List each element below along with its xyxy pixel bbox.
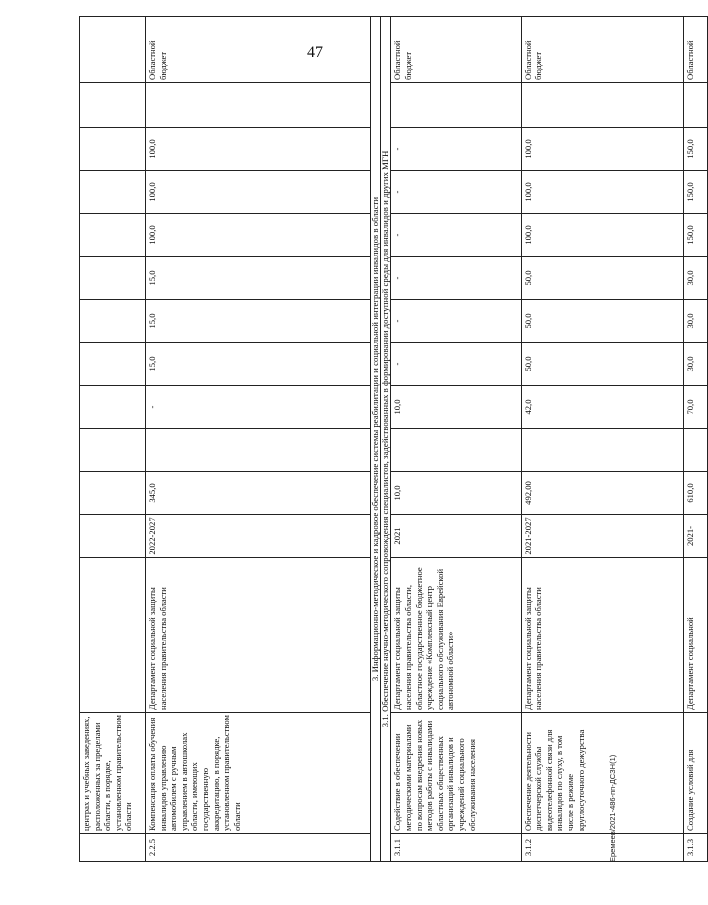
value-cell: 150,0 (683, 171, 707, 214)
executor (80, 558, 146, 713)
value-cell (80, 429, 146, 472)
value-cell: 50,0 (521, 257, 683, 300)
funding-source: Областной бюджет (521, 17, 683, 83)
section-title: 3. Информационно-методическое и кадровое обеспечение системы реабилитации и социальной интеграции инвалидов в области (371, 17, 381, 862)
table-body (80, 17, 708, 862)
value-cell (683, 83, 707, 128)
value-cell (391, 83, 521, 128)
value-cell: 100,0 (146, 128, 371, 171)
funding-source: Областной (683, 17, 707, 83)
funding-source (80, 17, 146, 83)
row-number (80, 834, 146, 862)
value-cell: - (391, 300, 521, 343)
value-cell (146, 429, 371, 472)
table-row (146, 17, 371, 862)
document-code: Еремеев/2021-486-пп-ДСЗН(1) (608, 754, 617, 862)
table-row (80, 17, 146, 862)
measure-name: Содействие в обеспечении методическими материалами по вопросам внедрения новых методов работы с инвалидами областных общественных организаций инвалидов и учреждений социального обслуживания населения (391, 713, 521, 834)
value-cell (80, 171, 146, 214)
value-cell (80, 83, 146, 128)
measure-name: центрах и учебных заведениях, расположенных за пределами области, в порядке, установленном правительством области (80, 713, 146, 834)
period: 2021- (683, 515, 707, 558)
value-cell: 345,0 (146, 472, 371, 515)
value-cell: 100,0 (146, 214, 371, 257)
value-cell (146, 83, 371, 128)
row-number: 3.1.1 (391, 834, 521, 862)
measure-name: Компенсация оплаты обучения инвалидов управлению автомобилем с ручным управлением в автошколах области, имеющих государственную аккредитацию, в порядке, установленном правительством области (146, 713, 371, 834)
value-cell: 150,0 (683, 128, 707, 171)
value-cell: - (391, 128, 521, 171)
table-row (521, 17, 683, 862)
measure-name: Создание условий для (683, 713, 707, 834)
value-cell: 30,0 (683, 300, 707, 343)
value-cell: 610,0 (683, 472, 707, 515)
table-row (391, 17, 521, 862)
value-cell: - (146, 386, 371, 429)
value-cell: 30,0 (683, 343, 707, 386)
value-cell (80, 343, 146, 386)
row-number: 3.1.3 (683, 834, 707, 862)
value-cell (521, 429, 683, 472)
value-cell (391, 429, 521, 472)
value-cell: 10,0 (391, 386, 521, 429)
value-cell (80, 386, 146, 429)
value-cell: 15,0 (146, 343, 371, 386)
value-cell (80, 472, 146, 515)
executor: Департамент социальной защиты населения правительства области, областное государственное бюджетное учреждение «Комплексный центр социального обслуживания Еврейской автономной области» (391, 558, 521, 713)
value-cell: - (391, 257, 521, 300)
value-cell: - (391, 171, 521, 214)
row-number: 2.2.5 (146, 834, 371, 862)
value-cell: 100,0 (521, 128, 683, 171)
section-title: 3.1. Обеспечение научно-методического сопровождения специалистов, задействованных в формировании доступной среды для инвалидов и других МГН (381, 17, 391, 862)
measure-name: Обеспечение деятельности диспетчерской службы видеотелефонной связи для инвалидов по слуху, в том числе в режиме круглосуточного дежурства (521, 713, 683, 834)
value-cell: - (391, 343, 521, 386)
value-cell (80, 128, 146, 171)
page-number: 47 (307, 44, 323, 61)
row-number: 3.1.2 (521, 834, 683, 862)
value-cell: 100,0 (146, 171, 371, 214)
value-cell: 100,0 (521, 171, 683, 214)
value-cell: - (391, 214, 521, 257)
period: 2021 (391, 515, 521, 558)
executor: Департамент социальной (683, 558, 707, 713)
executor: Департамент социальной защиты населения правительства области (146, 558, 371, 713)
period: 2022-2027 (146, 515, 371, 558)
value-cell: 492,00 (521, 472, 683, 515)
value-cell: 100,0 (521, 214, 683, 257)
value-cell: 10,0 (391, 472, 521, 515)
funding-source: Областной бюджет (391, 17, 521, 83)
value-cell: 50,0 (521, 300, 683, 343)
table-row (683, 17, 707, 862)
value-cell (521, 83, 683, 128)
value-cell: 70,0 (683, 386, 707, 429)
funding-source: Областной бюджет (146, 17, 371, 83)
value-cell: 30,0 (683, 257, 707, 300)
value-cell (80, 257, 146, 300)
section-row (381, 17, 391, 862)
value-cell: 42,0 (521, 386, 683, 429)
measures-table (79, 16, 708, 862)
section-row (371, 17, 381, 862)
value-cell (80, 214, 146, 257)
value-cell (80, 300, 146, 343)
value-cell (683, 429, 707, 472)
period (80, 515, 146, 558)
executor: Департамент социальной защиты населения правительства области (521, 558, 683, 713)
period: 2021-2027 (521, 515, 683, 558)
value-cell: 50,0 (521, 343, 683, 386)
value-cell: 15,0 (146, 257, 371, 300)
value-cell: 15,0 (146, 300, 371, 343)
value-cell: 150,0 (683, 214, 707, 257)
